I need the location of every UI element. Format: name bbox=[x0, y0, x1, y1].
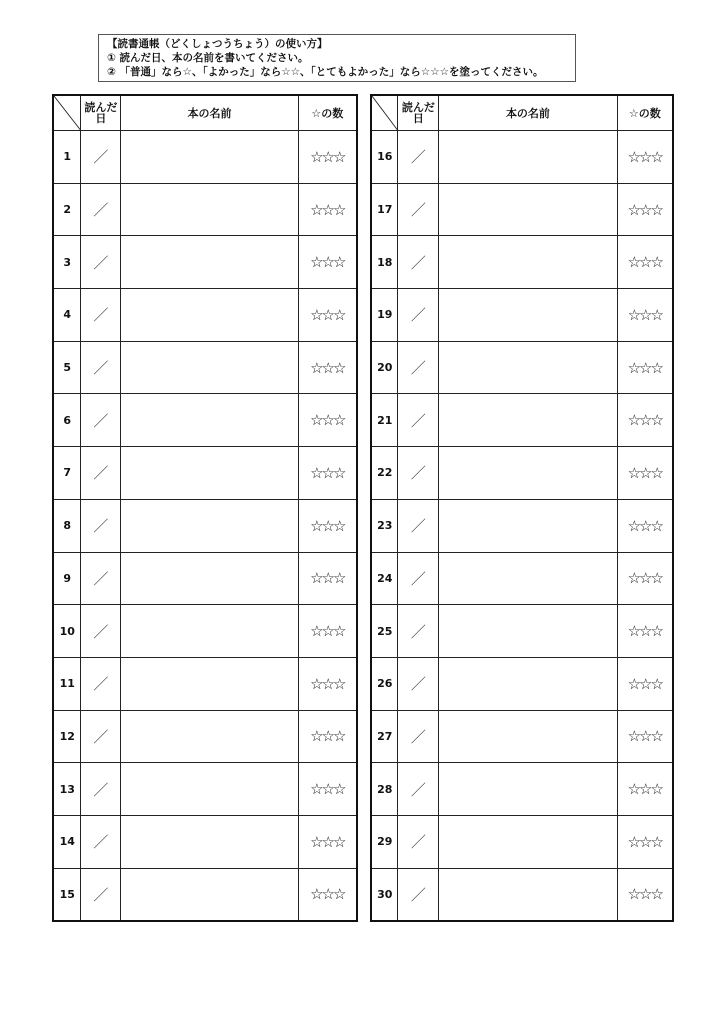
table-row bbox=[53, 289, 357, 342]
book-name-field[interactable] bbox=[439, 394, 617, 447]
header-book-name: 本の名前 bbox=[121, 95, 298, 131]
star-rating[interactable]: ☆☆☆ bbox=[617, 657, 673, 710]
row-number: 1 bbox=[53, 131, 81, 184]
row-number: 20 bbox=[371, 341, 398, 394]
corner-diagonal-cell bbox=[53, 95, 81, 131]
instructions-step-2: ② 「普通」なら☆、「よかった」なら☆☆、「とてもよかった」なら☆☆☆を塗ってください。 bbox=[107, 66, 544, 78]
table-row bbox=[371, 605, 673, 658]
star-rating[interactable]: ☆☆☆ bbox=[298, 605, 357, 658]
read-date-field[interactable]: ／ bbox=[398, 499, 439, 552]
book-name-field[interactable] bbox=[121, 763, 298, 816]
book-name-field[interactable] bbox=[439, 131, 617, 184]
table-row bbox=[371, 447, 673, 500]
star-rating[interactable]: ☆☆☆ bbox=[298, 183, 357, 236]
table-row bbox=[371, 710, 673, 763]
row-number: 5 bbox=[53, 341, 81, 394]
star-rating[interactable]: ☆☆☆ bbox=[298, 447, 357, 500]
read-date-field[interactable]: ／ bbox=[398, 289, 439, 342]
star-rating[interactable]: ☆☆☆ bbox=[617, 552, 673, 605]
header-star-count: ☆の数 bbox=[617, 95, 673, 131]
table-row bbox=[53, 499, 357, 552]
table-row bbox=[371, 815, 673, 868]
book-name-field[interactable] bbox=[439, 605, 617, 658]
star-rating[interactable]: ☆☆☆ bbox=[617, 289, 673, 342]
instructions-step-1: ① 読んだ日、本の名前を書いてください。 bbox=[107, 52, 309, 64]
book-name-field[interactable] bbox=[121, 289, 298, 342]
read-date-field[interactable]: ／ bbox=[398, 605, 439, 658]
book-name-field[interactable] bbox=[121, 499, 298, 552]
row-number: 29 bbox=[371, 815, 398, 868]
read-date-field[interactable]: ／ bbox=[81, 236, 121, 289]
row-number: 11 bbox=[53, 657, 81, 710]
book-name-field[interactable] bbox=[121, 236, 298, 289]
read-date-field[interactable]: ／ bbox=[81, 447, 121, 500]
row-number: 26 bbox=[371, 657, 398, 710]
header-read-date: 読んだ日 bbox=[81, 95, 121, 131]
table-row bbox=[53, 605, 357, 658]
row-number: 7 bbox=[53, 447, 81, 500]
row-number: 12 bbox=[53, 710, 81, 763]
row-number: 18 bbox=[371, 236, 398, 289]
table-row bbox=[53, 868, 357, 921]
read-date-field[interactable]: ／ bbox=[398, 657, 439, 710]
header-star-count: ☆の数 bbox=[298, 95, 357, 131]
star-rating[interactable]: ☆☆☆ bbox=[298, 763, 357, 816]
book-name-field[interactable] bbox=[439, 447, 617, 500]
book-name-field[interactable] bbox=[439, 552, 617, 605]
star-rating[interactable]: ☆☆☆ bbox=[617, 499, 673, 552]
header-read-date: 読んだ日 bbox=[398, 95, 439, 131]
table-row bbox=[53, 710, 357, 763]
star-rating[interactable]: ☆☆☆ bbox=[298, 394, 357, 447]
star-rating[interactable]: ☆☆☆ bbox=[298, 236, 357, 289]
row-number: 25 bbox=[371, 605, 398, 658]
book-name-field[interactable] bbox=[121, 868, 298, 921]
star-rating[interactable]: ☆☆☆ bbox=[617, 447, 673, 500]
corner-diagonal-cell bbox=[371, 95, 398, 131]
header-book-name: 本の名前 bbox=[439, 95, 617, 131]
table-row bbox=[53, 763, 357, 816]
read-date-field[interactable]: ／ bbox=[398, 131, 439, 184]
read-date-field[interactable]: ／ bbox=[81, 394, 121, 447]
star-rating[interactable]: ☆☆☆ bbox=[617, 394, 673, 447]
row-number: 22 bbox=[371, 447, 398, 500]
book-name-field[interactable] bbox=[121, 341, 298, 394]
star-rating[interactable]: ☆☆☆ bbox=[617, 605, 673, 658]
row-number: 27 bbox=[371, 710, 398, 763]
table-row bbox=[53, 131, 357, 184]
read-date-field[interactable]: ／ bbox=[398, 394, 439, 447]
table-row bbox=[53, 552, 357, 605]
row-number: 13 bbox=[53, 763, 81, 816]
book-name-field[interactable] bbox=[439, 236, 617, 289]
book-name-field[interactable] bbox=[439, 341, 617, 394]
book-name-field[interactable] bbox=[121, 447, 298, 500]
table-row bbox=[53, 341, 357, 394]
book-name-field[interactable] bbox=[121, 131, 298, 184]
table-row bbox=[53, 447, 357, 500]
table-row bbox=[371, 341, 673, 394]
row-number: 2 bbox=[53, 183, 81, 236]
book-name-field[interactable] bbox=[439, 763, 617, 816]
instructions-title: 【読書通帳（どくしょつうちょう）の使い方】 bbox=[107, 38, 328, 50]
table-row bbox=[371, 499, 673, 552]
book-name-field[interactable] bbox=[439, 657, 617, 710]
read-date-field[interactable]: ／ bbox=[81, 552, 121, 605]
star-rating[interactable]: ☆☆☆ bbox=[298, 552, 357, 605]
read-date-field[interactable]: ／ bbox=[81, 763, 121, 816]
reading-log-table-left bbox=[52, 94, 358, 922]
row-number: 10 bbox=[53, 605, 81, 658]
table-row bbox=[371, 289, 673, 342]
star-rating[interactable]: ☆☆☆ bbox=[617, 868, 673, 921]
row-number: 28 bbox=[371, 763, 398, 816]
star-rating[interactable]: ☆☆☆ bbox=[298, 499, 357, 552]
table-row bbox=[371, 183, 673, 236]
row-number: 17 bbox=[371, 183, 398, 236]
star-rating[interactable]: ☆☆☆ bbox=[617, 131, 673, 184]
star-rating[interactable]: ☆☆☆ bbox=[617, 763, 673, 816]
read-date-field[interactable]: ／ bbox=[398, 183, 439, 236]
star-rating[interactable]: ☆☆☆ bbox=[298, 815, 357, 868]
book-name-field[interactable] bbox=[121, 815, 298, 868]
book-name-field[interactable] bbox=[121, 710, 298, 763]
read-date-field[interactable]: ／ bbox=[81, 868, 121, 921]
table-row bbox=[371, 236, 673, 289]
read-date-field[interactable]: ／ bbox=[398, 710, 439, 763]
book-name-field[interactable] bbox=[121, 552, 298, 605]
read-date-field[interactable]: ／ bbox=[81, 183, 121, 236]
star-rating[interactable]: ☆☆☆ bbox=[298, 710, 357, 763]
read-date-field[interactable]: ／ bbox=[398, 868, 439, 921]
read-date-field[interactable]: ／ bbox=[398, 236, 439, 289]
star-rating[interactable]: ☆☆☆ bbox=[617, 710, 673, 763]
read-date-field[interactable]: ／ bbox=[398, 447, 439, 500]
row-number: 15 bbox=[53, 868, 81, 921]
table-row bbox=[371, 552, 673, 605]
row-number: 19 bbox=[371, 289, 398, 342]
book-name-field[interactable] bbox=[439, 289, 617, 342]
star-rating[interactable]: ☆☆☆ bbox=[617, 183, 673, 236]
table-row bbox=[53, 815, 357, 868]
table-row bbox=[371, 657, 673, 710]
read-date-field[interactable]: ／ bbox=[81, 289, 121, 342]
read-date-field[interactable]: ／ bbox=[81, 815, 121, 868]
star-rating[interactable]: ☆☆☆ bbox=[617, 341, 673, 394]
book-name-field[interactable] bbox=[439, 710, 617, 763]
table-row bbox=[53, 183, 357, 236]
table-row bbox=[371, 868, 673, 921]
book-name-field[interactable] bbox=[121, 394, 298, 447]
table-row bbox=[53, 236, 357, 289]
instructions-box bbox=[98, 34, 576, 82]
table-row bbox=[53, 394, 357, 447]
row-number: 6 bbox=[53, 394, 81, 447]
table-row bbox=[371, 394, 673, 447]
star-rating[interactable]: ☆☆☆ bbox=[617, 236, 673, 289]
row-number: 14 bbox=[53, 815, 81, 868]
star-rating[interactable]: ☆☆☆ bbox=[617, 815, 673, 868]
read-date-field[interactable]: ／ bbox=[398, 763, 439, 816]
row-number: 4 bbox=[53, 289, 81, 342]
table-row bbox=[371, 763, 673, 816]
book-name-field[interactable] bbox=[439, 815, 617, 868]
row-number: 21 bbox=[371, 394, 398, 447]
read-date-field[interactable]: ／ bbox=[398, 815, 439, 868]
reading-log-table-right bbox=[370, 94, 674, 922]
book-name-field[interactable] bbox=[439, 183, 617, 236]
row-number: 24 bbox=[371, 552, 398, 605]
star-rating[interactable]: ☆☆☆ bbox=[298, 341, 357, 394]
read-date-field[interactable]: ／ bbox=[81, 341, 121, 394]
book-name-field[interactable] bbox=[439, 499, 617, 552]
book-name-field[interactable] bbox=[439, 868, 617, 921]
read-date-field[interactable]: ／ bbox=[81, 710, 121, 763]
read-date-field[interactable]: ／ bbox=[81, 657, 121, 710]
row-number: 9 bbox=[53, 552, 81, 605]
row-number: 3 bbox=[53, 236, 81, 289]
star-rating[interactable]: ☆☆☆ bbox=[298, 131, 357, 184]
table-row bbox=[371, 131, 673, 184]
book-name-field[interactable] bbox=[121, 657, 298, 710]
read-date-field[interactable]: ／ bbox=[81, 499, 121, 552]
star-rating[interactable]: ☆☆☆ bbox=[298, 289, 357, 342]
read-date-field[interactable]: ／ bbox=[81, 131, 121, 184]
row-number: 30 bbox=[371, 868, 398, 921]
read-date-field[interactable]: ／ bbox=[398, 341, 439, 394]
read-date-field[interactable]: ／ bbox=[81, 605, 121, 658]
row-number: 16 bbox=[371, 131, 398, 184]
star-rating[interactable]: ☆☆☆ bbox=[298, 868, 357, 921]
read-date-field[interactable]: ／ bbox=[398, 552, 439, 605]
row-number: 8 bbox=[53, 499, 81, 552]
table-row bbox=[53, 657, 357, 710]
row-number: 23 bbox=[371, 499, 398, 552]
book-name-field[interactable] bbox=[121, 605, 298, 658]
star-rating[interactable]: ☆☆☆ bbox=[298, 657, 357, 710]
book-name-field[interactable] bbox=[121, 183, 298, 236]
